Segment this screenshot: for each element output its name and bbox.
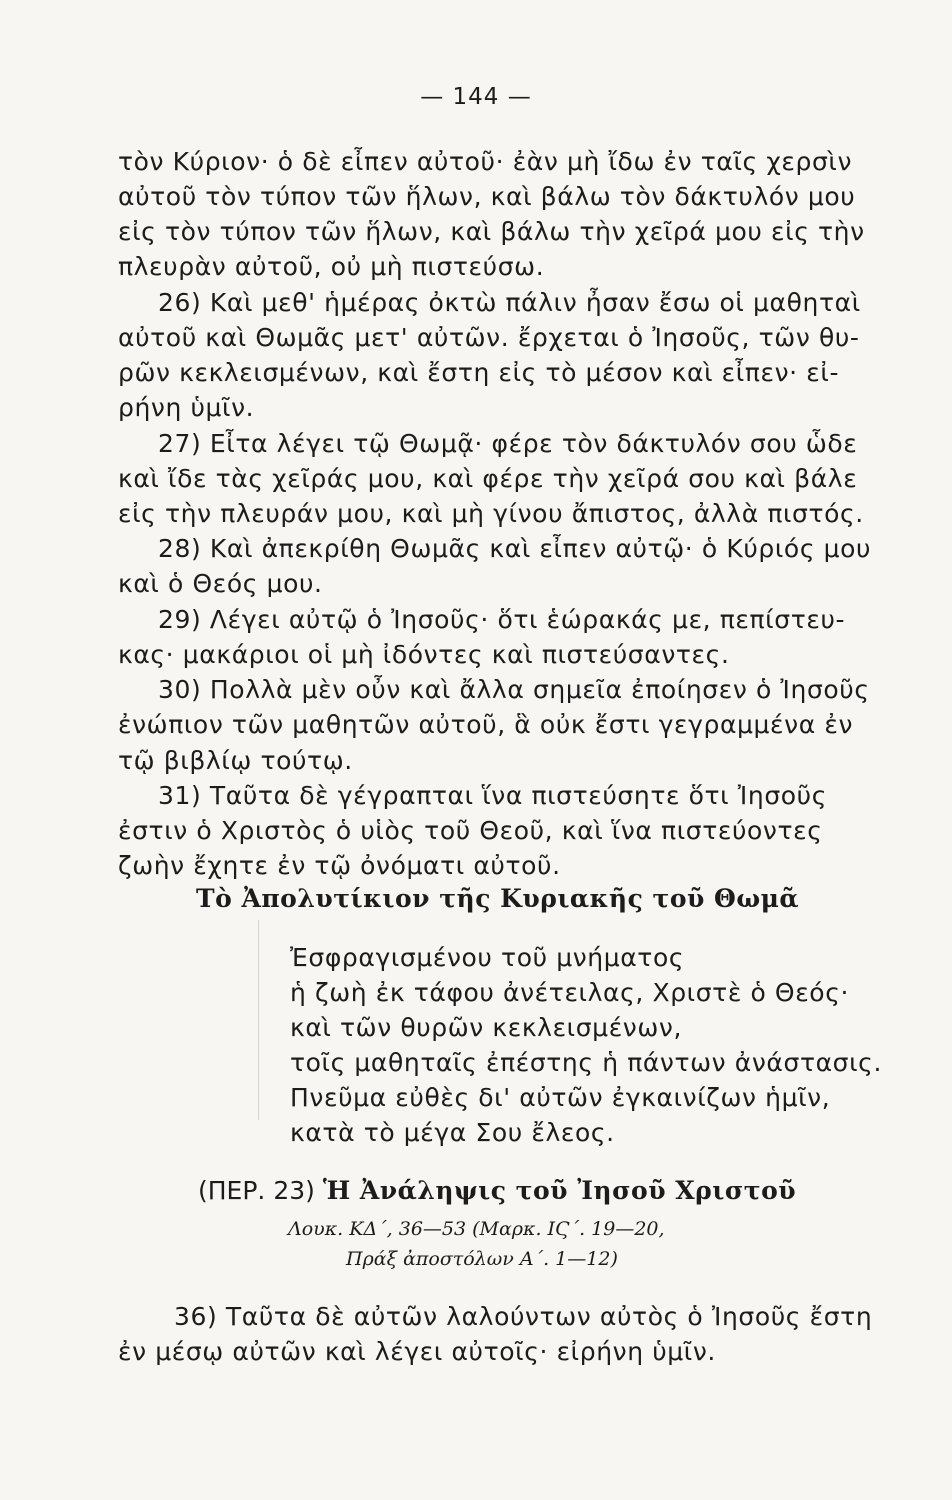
hymn-line: τοῖς μαθηταῖς ἐπέστης ἡ πάντων ἀνάστασις. [290,1048,883,1077]
text-line: ρῶν κεκλεισμένων, καὶ ἔστη εἰς τὸ μέσον καὶ εἶπεν· εἰ- [118,358,840,387]
text-line: 26) Καὶ μεθ' ἡμέρας ὀκτὼ πάλιν ἦσαν ἔσω οἱ μαθηταὶ [158,288,861,317]
section-title [198,1176,796,1205]
text-line: ἐνώπιον τῶν μαθητῶν αὐτοῦ, ἃ οὐκ ἔστι γεγραμμένα ἐν [118,710,854,739]
text-line: κας· μακάριοι οἱ μὴ ἰδόντες καὶ πιστεύσαντες. [118,640,730,669]
hymn-line: Πνεῦμα εὐθὲς δι' αὐτῶν ἐγκαινίζων ἡμῖν, [290,1083,831,1112]
hymn-line: κατὰ τὸ μέγα Σου ἔλεος. [290,1118,615,1147]
text-line: ζωὴν ἔχητε ἐν τῷ ὀνόματι αὐτοῦ. [118,851,561,880]
hymn-line: ἡ ζωὴ ἐκ τάφου ἀνέτειλας, Χριστὲ ὁ Θεός· [290,978,850,1007]
text-line: τῷ βιβλίῳ τούτῳ. [118,746,353,775]
text-line: 29) Λέγει αὐτῷ ὁ Ἰησοῦς· ὅτι ἑώρακάς με, πεπίστευ- [158,605,846,634]
text-line: αὐτοῦ τὸν τύπον τῶν ἥλων, καὶ βάλω τὸν δάκτυλόν μου [118,182,856,211]
text-line: εἰς τὸν τύπον τῶν ἥλων, καὶ βάλω τὴν χεῖρά μου εἰς τὴν [118,217,865,246]
text-line: 31) Ταῦτα δὲ γέγραπται ἵνα πιστεύσητε ὅτι Ἰησοῦς [158,781,828,810]
section-heading: Ἡ Ἀνάληψις τοῦ Ἰησοῦ Χριστοῦ [322,1176,797,1205]
text-line: εἰς τὴν πλευράν μου, καὶ μὴ γίνου ἄπιστος, ἀλλὰ πιστός. [118,499,864,528]
text-line: αὐτοῦ καὶ Θωμᾶς μετ' αὐτῶν. ἔρχεται ὁ Ἰησοῦς, τῶν θυ- [118,323,860,352]
text-line: 30) Πολλὰ μὲν οὖν καὶ ἄλλα σημεῖα ἐποίησεν ὁ Ἰησοῦς [158,675,870,704]
section-prefix: (ΠΕΡ. 23) [198,1176,315,1205]
text-line: πλευρὰν αὐτοῦ, οὐ μὴ πιστεύσω. [118,252,545,281]
text-line: 36) Ταῦτα δὲ αὐτῶν λαλούντων αὐτὸς ὁ Ἰησοῦς ἔστη [174,1302,873,1331]
hymn-line: καὶ τῶν θυρῶν κεκλεισμένων, [290,1013,683,1042]
text-line: καὶ ὁ Θεός μου. [118,569,323,598]
apolytikion-heading: Τὸ Ἀπολυτίκιον τῆς Κυριακῆς τοῦ Θωμᾶ [196,884,800,913]
page-number: — 144 — [420,84,532,110]
scripture-reference: Λουκ. ΚΔ΄, 36—53 (Μαρκ. ΙϚ΄. 19—20, [288,1218,665,1240]
text-line: 28) Καὶ ἀπεκρίθη Θωμᾶς καὶ εἶπεν αὐτῷ· ὁ Κύριός μου [158,534,872,563]
margin-mark [258,920,259,1120]
scripture-reference: Πράξ ἀποστόλων Α΄. 1—12) [346,1248,618,1270]
text-line: τὸν Κύριον· ὁ δὲ εἶπεν αὐτοῦ· ἐὰν μὴ ἴδω ἐν ταῖς χερσὶν [118,147,853,176]
text-line: καὶ ἴδε τὰς χεῖράς μου, καὶ φέρε τὴν χεῖρά σου καὶ βάλε [118,464,858,493]
hymn-line: Ἐσφραγισμένου τοῦ μνήματος [290,943,685,972]
text-line: 27) Εἶτα λέγει τῷ Θωμᾷ· φέρε τὸν δάκτυλόν σου ὧδε [158,429,858,458]
text-line: ἐν μέσῳ αὐτῶν καὶ λέγει αὐτοῖς· εἰρήνη ὑμῖν. [118,1337,716,1366]
text-line: ρήνη ὑμῖν. [118,393,255,422]
text-line: ἐστιν ὁ Χριστὸς ὁ υἱὸς τοῦ Θεοῦ, καὶ ἵνα πιστεύοντες [118,816,823,845]
